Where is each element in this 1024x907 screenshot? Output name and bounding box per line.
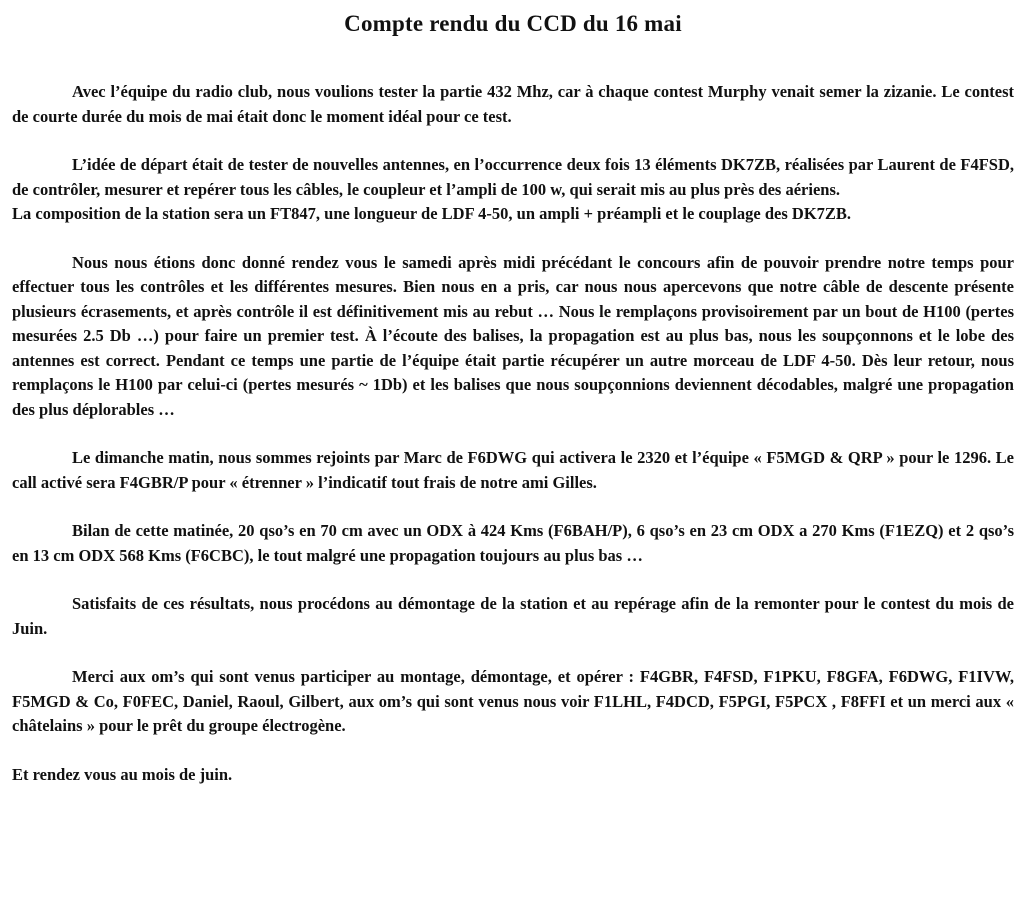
paragraph-antennas: [12, 153, 1014, 227]
closing-line: Et rendez vous au mois de juin.: [12, 764, 233, 784]
paragraph-saturday: [12, 251, 1014, 423]
paragraph-saturday-text: Nous nous étions donc donné rendez vous le samedi après midi précédant le concours afin de pouvoir prendre notre temps pour effectuer tous les contrôles et les différentes mesures. Bien nous en a pris, car nous nous apercevons que notre câble de descente présente plusieurs écrasements, et après contrôle il est définitivement mis au rebut … Nous le remplaçons provisoirement par un bout de H100 (pertes mesurées 2.5 Db …) pour faire un premier test. À l’écoute des balises, la propagation est au plus bas, nous les soupçonnons et le lobe des antennes est correct. Pendant ce temps une partie de l’équipe était partie récupérer un autre morceau de LDF 4-50. Dès leur retour, nous remplaçons le H100 par celui-ci (pertes mesurés ~ 1Db) et les balises que nous soupçonnions deviennent décodables, malgré une propagation des plus déplorables …: [12, 252, 1014, 419]
paragraph-sunday: [12, 446, 1014, 495]
paragraph-dismantling-text: Satisfaits de ces résultats, nous procédons au démontage de la station et au repérage afin de la remonter pour le contest du mois de Juin.: [12, 594, 1014, 638]
paragraph-station-composition: La composition de la station sera un FT847, une longueur de LDF 4-50, un ampli + préampli et le couplage des DK7ZB.: [12, 204, 852, 223]
paragraph-thanks: [12, 665, 1014, 739]
paragraph-results: [12, 519, 1014, 568]
document-title: Compte rendu du CCD du 16 mai: [344, 11, 682, 36]
paragraph-intro: [12, 80, 1014, 129]
paragraph-thanks-text: Merci aux om’s qui sont venus participer au montage, démontage, et opérer : F4GBR, F4FSD, F1PKU, F8GFA, F6DWG, F1IVW, F5MGD & Co, F0FEC, Daniel, Raoul, Gilbert, aux om’s qui sont venus nous voir F1LHL, F4DCD, F5PGI, F5PCX , F8FFI et un merci aux « châtelains » pour le prêt du groupe électrogène.: [12, 667, 1014, 735]
paragraph-antennas-text: L’idée de départ était de tester de nouvelles antennes, en l’occurrence deux fois 13 éléments DK7ZB, réalisées par Laurent de F4FSD, de contrôler, mesurer et repérer tous les câbles, le coupleur et l’ampli de 100 w, qui serait mis au plus près des aériens.: [12, 155, 1014, 199]
paragraph-sunday-text: Le dimanche matin, nous sommes rejoints par Marc de F6DWG qui activera le 2320 et l’équipe « F5MGD & QRP » pour le 1296. Le call activé sera F4GBR/P pour « étrenner » l’indicatif tout frais de notre ami Gilles.: [12, 448, 1014, 492]
paragraph-results-text: Bilan de cette matinée, 20 qso’s en 70 cm avec un ODX à 424 Kms (F6BAH/P), 6 qso’s en 23 cm ODX a 270 Kms (F1EZQ) et 2 qso’s en 13 cm ODX 568 Kms (F6CBC), le tout malgré une propagation toujours au plus bas …: [12, 521, 1014, 565]
paragraph-dismantling: [12, 592, 1014, 641]
paragraph-antennas-first: [12, 153, 1014, 202]
paragraph-intro-text: Avec l’équipe du radio club, nous voulions tester la partie 432 Mhz, car à chaque contest Murphy venait semer la zizanie. Le contest de courte durée du mois de mai était donc le moment idéal pour ce test.: [12, 82, 1014, 126]
